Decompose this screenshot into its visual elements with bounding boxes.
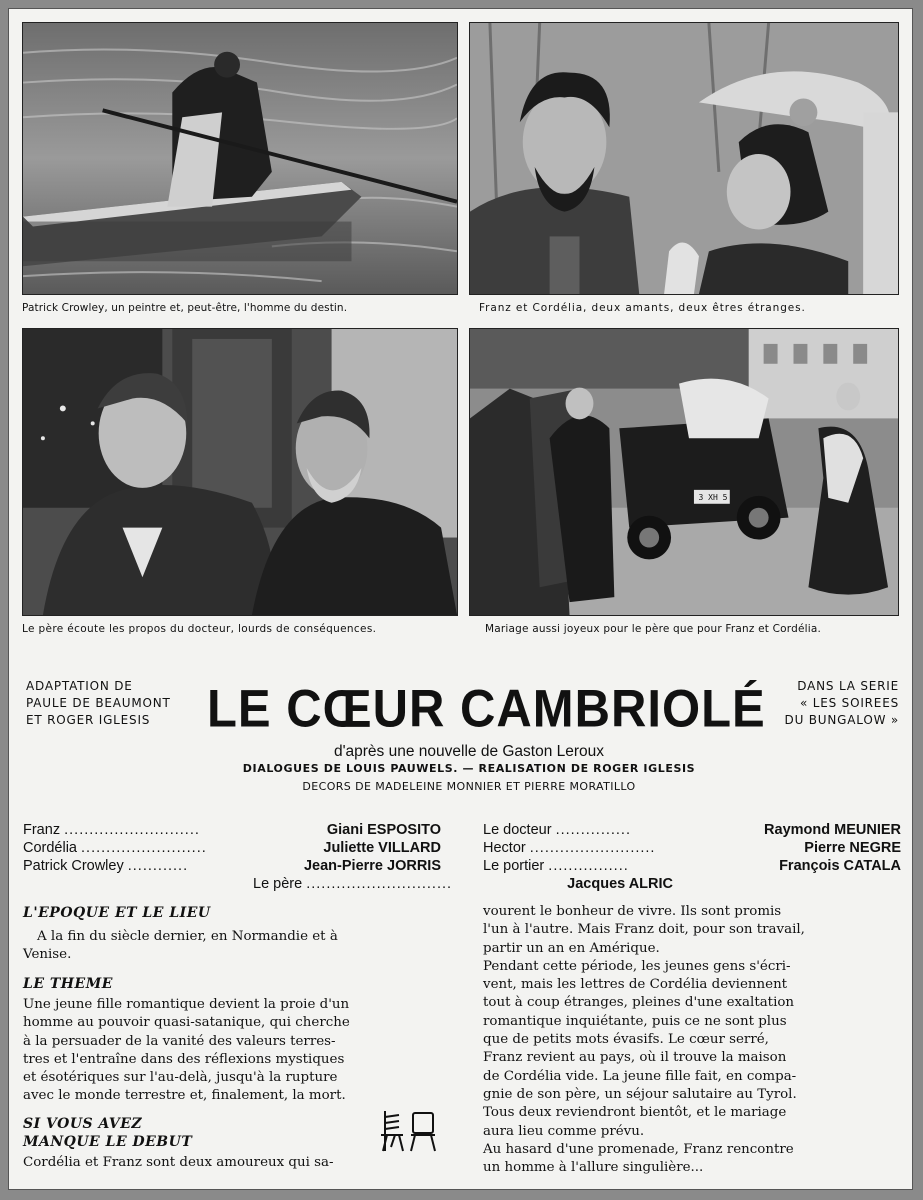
adaptation-line-3: ET ROGER IGLESIS [26,713,151,727]
cast-actor: Pierre NEGRE [804,840,901,856]
cast-row [23,857,441,875]
cast-dots: ............................. [306,876,453,892]
series-credit [751,678,899,729]
cast-right [483,821,901,875]
story-text [483,903,901,1177]
theme-line: tres et l'entraîne dans des réflexions mystiques [23,1051,345,1067]
story-line: partir un an en Amérique. [483,940,660,956]
cast-role: Patrick Crowley [23,858,124,874]
cast-left [23,821,441,875]
cast-dots: ........................... [64,822,200,838]
decors-credit: DECORS DE MADELEINE MONNIER ET PIERRE MORATILLO [302,780,636,793]
cast-role: Cordélia [23,840,77,856]
cast-role: Franz [23,822,61,838]
story-line: Pendant cette période, les jeunes gens s'écri- [483,958,791,974]
theme-heading: LE THEME [23,976,113,992]
story-line: Franz revient au pays, où il trouve la maison [483,1050,787,1066]
magazine-page [8,8,913,1190]
caption-photo-2: Franz et Cordélia, deux amants, deux êtres étranges. [479,302,806,314]
story-line: vourent le bonheur de vivre. Ils sont promis [483,904,782,919]
story-line: vent, mais les lettres de Cordélia deviennent [483,977,788,993]
photo-wedding [469,328,899,616]
cast-row [253,875,673,893]
cast-actor: Raymond MEUNIER [764,822,901,838]
subtitle: d'après une nouvelle de Gaston Leroux [333,743,605,760]
epoque-line-2: Venise. [23,947,72,963]
cast-actor: Jacques ALRIC [567,876,673,892]
cast-dots: ................ [548,858,629,874]
cast-role: Hector [483,840,526,856]
cast-actor: Juliette VILLARD [323,840,441,856]
photo-boat [22,22,458,295]
adaptation-line-1: ADAPTATION DE [26,679,133,693]
license-plate: 3 XH 5 [698,493,728,502]
story-line: aura lieu comme prévu. [483,1123,645,1139]
caption-photo-3: Le père écoute les propos du docteur, lourds de conséquences. [22,623,377,635]
epoque-heading: L'EPOQUE ET LE LIEU [23,905,211,921]
photo-two-men [22,328,458,616]
cast-row [23,821,441,839]
adaptation-line-2: PAULE DE BEAUMONT [26,696,171,710]
cast-actor: Giani ESPOSITO [326,822,441,838]
caption-photo-1: Patrick Crowley, un peintre et, peut-être, l'homme du destin. [22,302,348,314]
cast-role: Le docteur [483,822,552,838]
debut-text [23,1154,443,1172]
chairs-illustration [377,1107,439,1153]
cast-dots: ......................... [81,840,207,856]
epoque-line-1: A la fin du siècle dernier, en Normandie et à [37,929,338,944]
story-line: que de petits mots évasifs. Le cœur serré, [483,1032,769,1048]
adaptation-credit [26,678,171,729]
epoque-text [23,928,443,965]
story-line: Au hasard d'une promenade, Franz rencontre [483,1141,794,1157]
series-line-1: DANS LA SERIE [797,679,899,693]
story-line: de Cordélia vide. La jeune fille fait, en compa- [483,1068,797,1084]
cast-dots: ............... [555,822,631,838]
debut-heading-line-2: MANQUE LE DEBUT [23,1134,193,1150]
theme-line: et ésotériques sur l'au-delà, jusqu'à la rupture [23,1070,338,1086]
cast-role: Le portier [483,858,545,874]
page-title: LE CŒUR CAMBRIOLÉ [207,680,766,739]
series-line-3: DU BUNGALOW » [784,713,899,727]
story-line: romantique inquiétante, puis ce ne sont plus [483,1013,787,1029]
cast-actor: François CATALA [779,858,901,874]
cast-dots: ......................... [529,840,656,856]
dialogues-credit: DIALOGUES DE LOUIS PAUWELS. — REALISATION DE ROGER IGLESIS [242,762,696,775]
caption-photo-4: Mariage aussi joyeux pour le père que pour Franz et Cordélia. [485,623,822,635]
cast-row [23,839,441,857]
story-line: un homme à l'allure singulière... [483,1160,704,1176]
cast-row [483,857,901,875]
cast-row [483,839,901,857]
cast-dots: ............ [127,858,189,874]
story-line: Tous deux reviendront bientôt, et le mariage [483,1105,787,1121]
theme-line: à la persuader de la vanité des valeurs terres- [23,1033,336,1049]
theme-line: avec le monde terrestre et, finalement, la mort. [23,1088,346,1104]
debut-line: Cordélia et Franz sont deux amoureux qui sa- [23,1155,334,1170]
debut-heading-line-1: SI VOUS AVEZ [23,1116,143,1132]
cast-actor: Jean-Pierre JORRIS [303,858,441,874]
photo-couple [469,22,899,295]
debut-heading [23,1115,192,1151]
theme-line: Une jeune fille romantique devient la proie d'un [23,997,350,1012]
cast-role: Le père [253,876,303,892]
theme-line: homme au pouvoir quasi-satanique, qui cherche [23,1015,350,1031]
cast-center [253,875,673,893]
theme-text [23,996,443,1106]
cast-row [483,821,901,839]
story-line: tout à coup étranges, pleines d'une exaltation [483,995,795,1011]
series-line-2: « LES SOIREES [800,696,899,710]
story-line: l'un à l'autre. Mais Franz doit, pour son travail, [483,922,805,938]
story-line: gnie de son père, un séjour salutaire au Tyrol. [483,1086,797,1102]
